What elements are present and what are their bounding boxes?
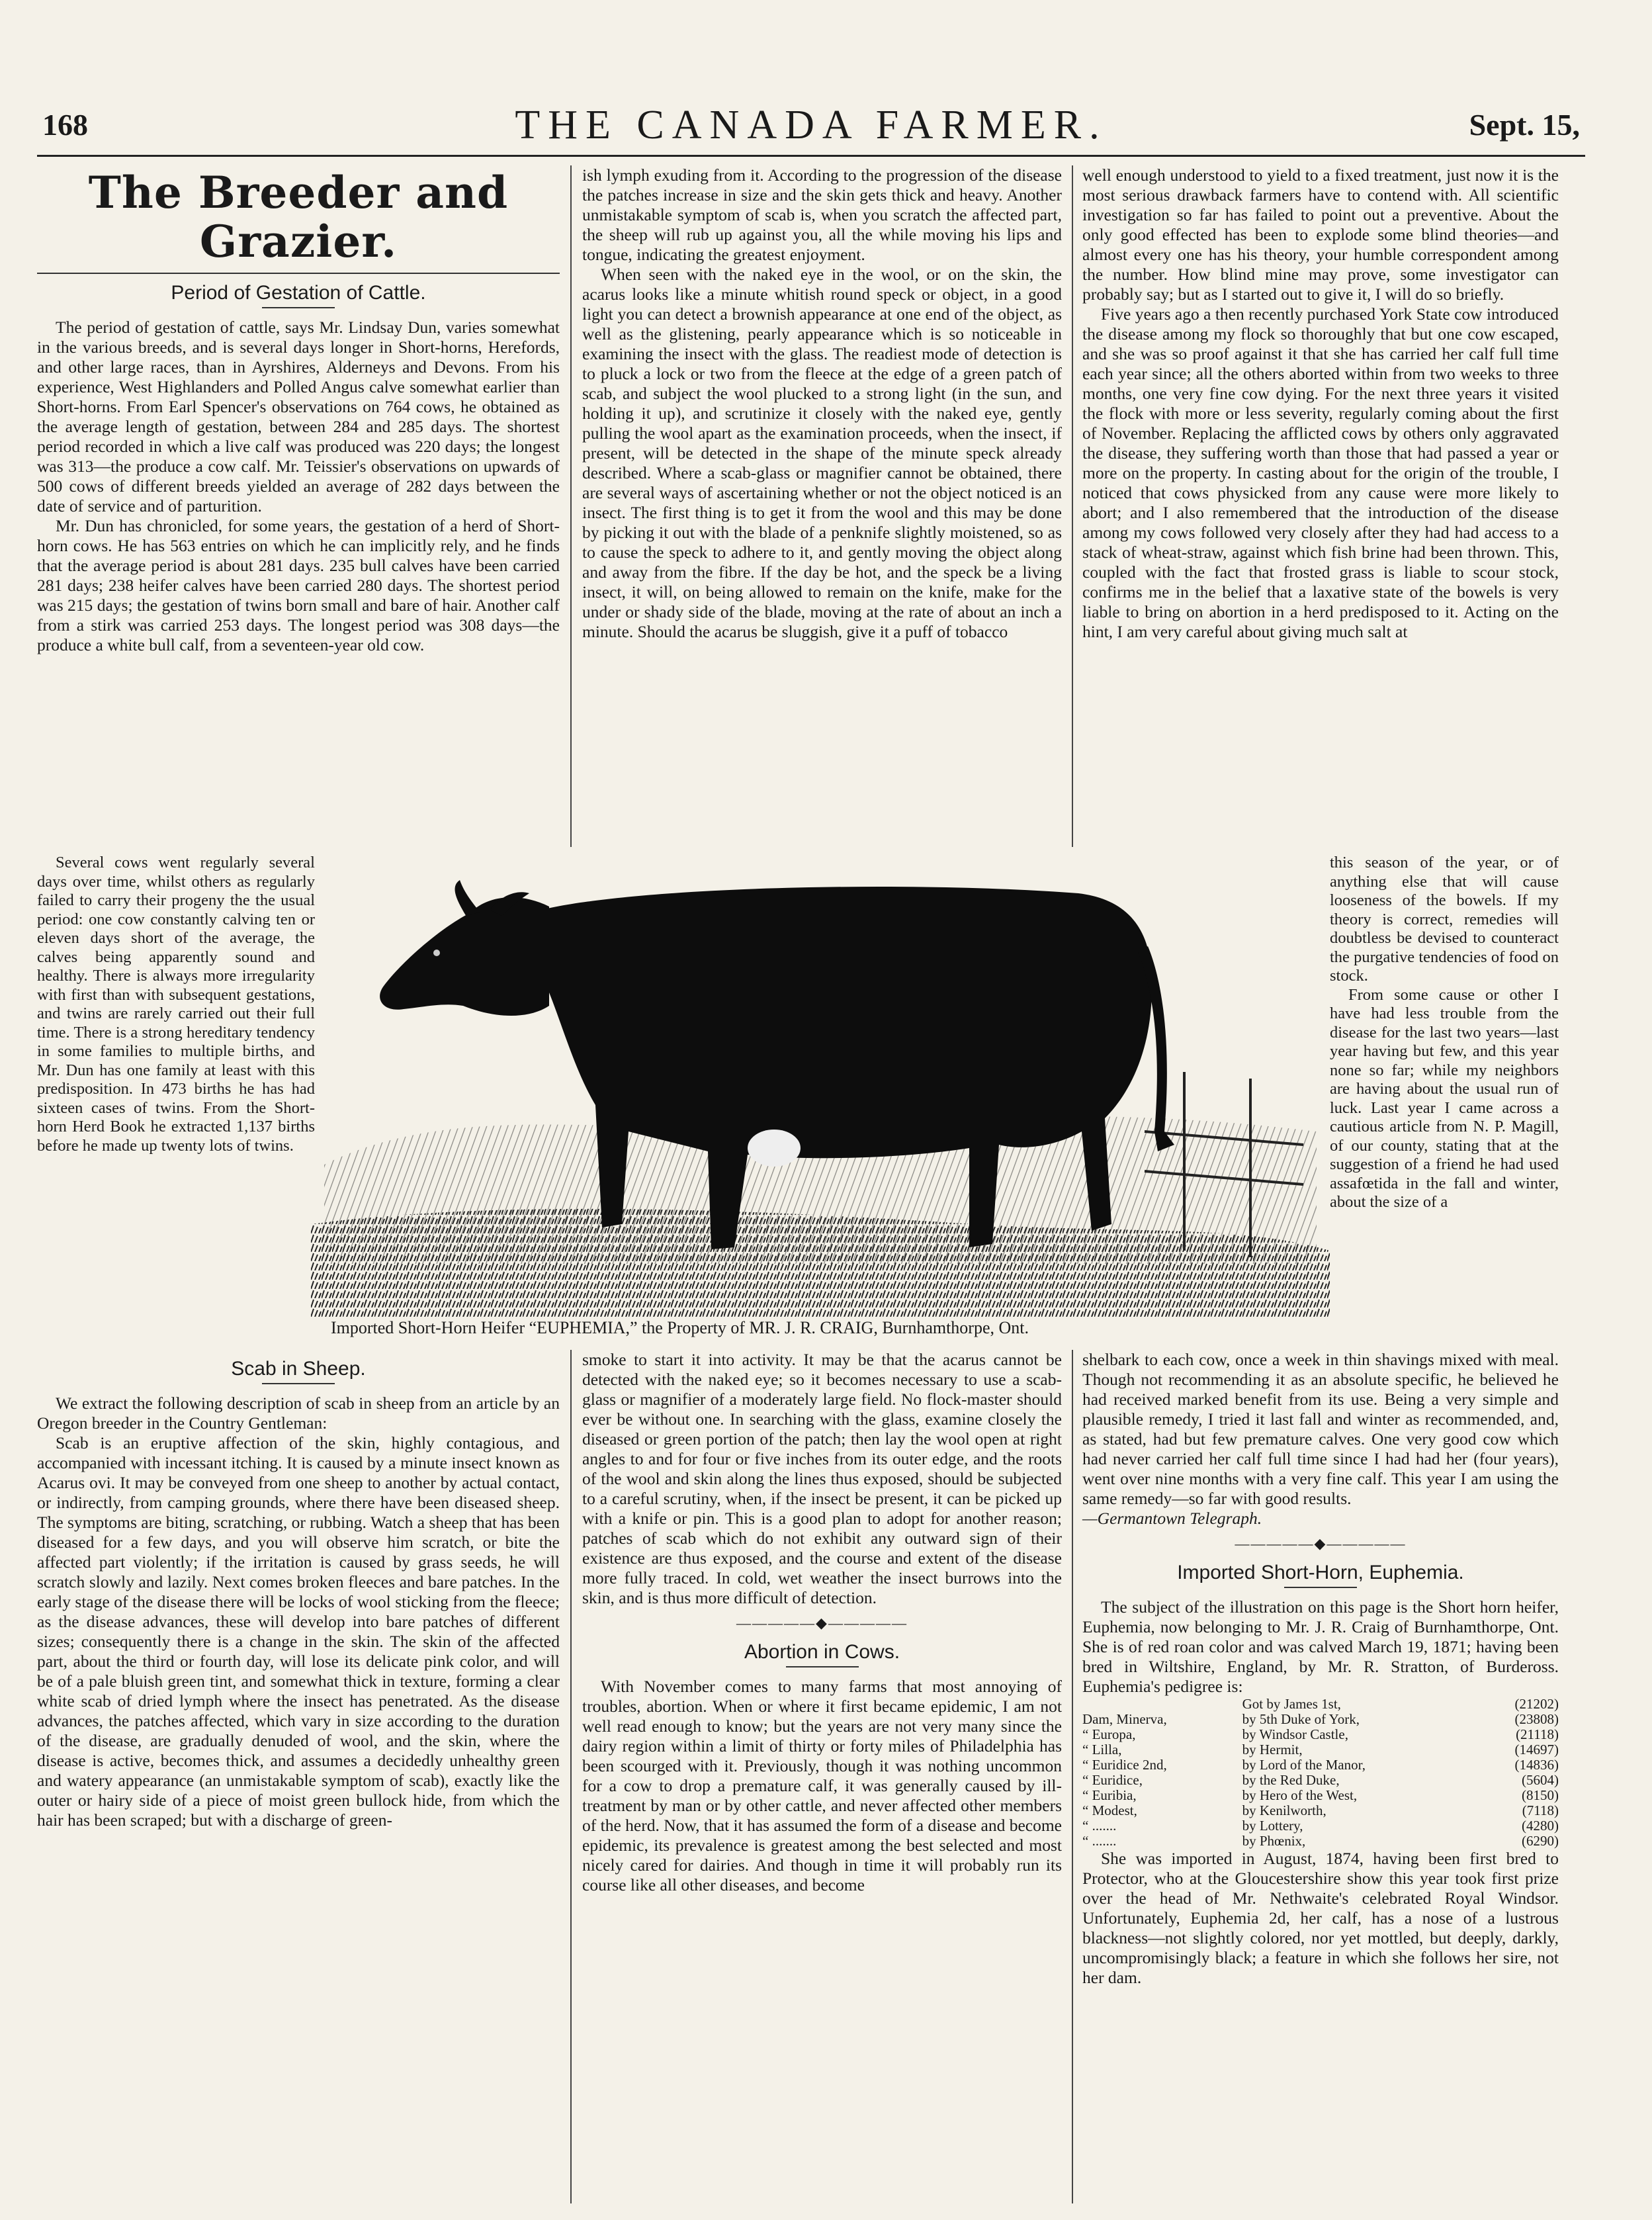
euphemia-outro: She was imported in August, 1874, having been first bred to Protector, who at the Gloucestershire show this year took first prize over the head of Mr. Nethwaite's celebrated Royal Windsor. Unfortunately, Euphemia 2d, her calf, has a nose of a lustrous blackness—not slightly colored, nor yet mottled, but deeply, darkly, uncompromisingly black; a feature in which she follows her sire, not her dam. xyxy=(1082,1849,1559,1987)
pedigree-row xyxy=(1082,1818,1559,1834)
pedigree-num: (8150) xyxy=(1522,1787,1559,1803)
heading-rule xyxy=(262,1383,335,1384)
pedigree-dam: Dam, Minerva, xyxy=(1082,1711,1167,1727)
column-1-narrow xyxy=(37,854,315,1155)
section-rule xyxy=(37,273,560,274)
pedigree-sire: Got by James 1st, xyxy=(1242,1696,1341,1712)
pedigree-num: (21202) xyxy=(1514,1696,1559,1712)
scab-paragraph: ish lymph exuding from it. According to the progression of the disease the patches increase in size and the skin gets thick and heavy. Another unmistakable symptom of scab is, when you scratch the affected part, the sheep will rub up against you, all the while moving his lips and tongue, indicating the greatest enjoyment. xyxy=(582,165,1062,264)
euphemia-heading: Imported Short-Horn, Euphemia. xyxy=(1177,1562,1464,1583)
gestation-heading: Period of Gestation of Cattle. xyxy=(171,282,426,304)
scab-paragraph: When seen with the naked eye in the wool, or on the skin, the acarus looks like a minute whitish round speck or object, in a good light you can detect a brownish appearance at one end of the object, as well as the glistening, pearly appearance which is so noticeable in examining the insect with the glass. The readiest mode of detection is to pluck a lock or two from the fleece at the edge of a green patch of scab, and subject the wool plucked to a strong light (in the sun, and holding it up), and scrutinize it closely with the naked eye, gently pulling the wool apart as the examination proceeds, when the insect, if present, will be detected in the shape of the minute speck already described. Where a scab-glass or magnifier cannot be obtained, there are several ways of ascertaining whether or not the object noticed is an insect. The first thing is to get it from the wool and this may be done by picking it out with the blade of a penknife slightly moistened, so as to cause the speck to adhere to it, and gently moving the object along and away from the fibre. If the day be hot, and the speck be a living insect, it will, on being allowed to remain on the knife, make for the under or shady side of the blade, moving at the rate of about an inch a minute. Should the acarus be sluggish, give it a puff of tobacco xyxy=(582,265,1062,641)
pedigree-num: (21118) xyxy=(1516,1726,1559,1742)
pedigree-row xyxy=(1082,1742,1559,1757)
pedigree-num: (7118) xyxy=(1522,1802,1559,1818)
pedigree-sire: by the Red Duke, xyxy=(1242,1772,1340,1788)
udder-patch xyxy=(748,1130,801,1167)
scab-paragraph: smoke to start it into activity. It may be that the acarus cannot be detected with the naked eye; so it becomes necessary to use a scab-glass or magnifier of a moderately large field. No flock-master should ever be without one. In searching with the glass, examine closely the diseased or green portion of the patch; then lay the wool open at right angles to and for four or five inches from its outer edge, and the roots of the wool and skin along the lines thus exposed, should be subjected to a careful scrutiny, when, if the insect be present, it can be picked up with a knife or pin. This is a good plan to adopt for another reason; patches of scab which do not exhibit any outward sign of their existence are thus exposed, and the course and extent of the disease more fully traced. In cold, wet weather the insect burrows into the skin, and is thus more difficult of detection. xyxy=(582,1350,1062,1607)
column-3-narrow xyxy=(1330,854,1559,1212)
pedigree-row xyxy=(1082,1697,1559,1712)
pedigree-row xyxy=(1082,1834,1559,1849)
pedigree-row xyxy=(1082,1757,1559,1773)
heading-rule xyxy=(1284,1587,1357,1588)
illustration-caption: Imported Short-Horn Heifer “EUPHEMIA,” the Property of MR. J. R. CRAIG, Burnhamthorpe, Ont. xyxy=(331,1318,1029,1337)
column-2-bottom xyxy=(582,1350,1062,1895)
newspaper-title: THE CANADA FARMER. xyxy=(515,103,1108,148)
scab-heading: Scab in Sheep. xyxy=(231,1358,366,1380)
column-2-top xyxy=(582,165,1062,642)
pedigree-sire: by 5th Duke of York, xyxy=(1242,1711,1360,1727)
page-number: 168 xyxy=(42,108,88,142)
pedigree-sire: by Lord of the Manor, xyxy=(1242,1757,1366,1773)
pedigree-row xyxy=(1082,1712,1559,1727)
column-1 xyxy=(37,165,560,655)
scab-paragraph: Scab is an eruptive affection of the skin, highly contagious, and accompanied with incessant itching. It is caused by a minute insect known as Acarus ovi. It may be conveyed from one sheep to another by actual contact, or indirectly, from camping grounds, where there have been diseased sheep. The symptoms are biting, scratching, or rubbing. Watch a sheep that has been diseased for a few days, and you will observe him scratch, or bite the affected part violently; if the irritation is caused by grass seeds, he will scratch slowly and lazily. Next comes broken fleeces and bare patches. In the early stage of the disease there will be locks of wool sticking from the fleece; as the disease advances, these will develop into bare patches of different sizes; consequently there is a change in the skin. The skin of the affected part, about the third or fourth day, will lose its delicate pink color, and will be of a pale bluish green tint, and somewhat thick in texture, forming a clear white scab of dried lymph where the insect has penetrated. As the disease advances, the patches affected, which vary in size according to the duration of the disease, are gradually denuded of wool, and the skin, where the disease is active, becomes thick, and assumes a decidedly unhealthy green and watery appearance (an unmistakable symptom of scab), exactly like the outer or hairy side of a piece of moist green bullock hide, from which the hair has been scraped; but with a discharge of green- xyxy=(37,1433,560,1830)
pedigree-dam: “ Euridice, xyxy=(1082,1772,1143,1788)
column-3-top xyxy=(1082,165,1559,642)
pedigree-dam: “ Euribia, xyxy=(1082,1787,1137,1803)
ornament-divider: ―――――◆――――― xyxy=(736,1615,908,1631)
abortion-paragraph: Five years ago a then recently purchased York State cow introduced the disease among my flock so thoroughly that but one cow escaped, and she was so proof against it that she has carried her calf full time each year since; all the others aborted within from two weeks to three months, one very fine cow dying. For the next three years it visited the flock with more or less severity, regularly coming about the first of November. Replacing the afflicted cows by others only aggravated the disease, they suffering worth than those that had passed a year or more on the property. In casting about for the origin of the trouble, I noticed that cows physicked from any cause were more likely to abort; and I also remembered that the introduction of the disease among my cows followed very closely after they had had access to a stack of wheat-straw, against which fish brine had been thrown. This, coupled with the fact that frosted grass is liable to scour stock, confirms me in the belief that a laxative state of the bowels is very liable to bring on abortion in a herd predisposed to it. Acting on the hint, I am very careful about giving much salt at xyxy=(1082,304,1559,641)
pedigree-num: (23808) xyxy=(1514,1711,1559,1727)
pedigree-num: (4280) xyxy=(1522,1818,1559,1834)
pedigree-sire: by Hero of the West, xyxy=(1242,1787,1358,1803)
pedigree-sire: by Phœnix, xyxy=(1242,1833,1306,1849)
pedigree-dam: “ Lilla, xyxy=(1082,1742,1122,1757)
section-title: The Breeder and Grazier. xyxy=(88,167,509,267)
pedigree-row xyxy=(1082,1803,1559,1818)
column-rule-2 xyxy=(1072,165,1073,847)
pedigree-sire: by Hermit, xyxy=(1242,1742,1303,1757)
column-rule-4 xyxy=(1072,1350,1073,2203)
pedigree-dam: “ Modest, xyxy=(1082,1802,1137,1818)
pedigree-row xyxy=(1082,1773,1559,1788)
pedigree-dam: “ ....... xyxy=(1082,1818,1117,1834)
ornament-divider: ―――――◆――――― xyxy=(1235,1535,1407,1552)
gestation-paragraph: The period of gestation of cattle, says Mr. Lindsay Dun, varies somewhat in the various breeds, and is several days longer in Short-horns, Herefords, and other large races, than in Ayrshires, Alderneys and Devons. From his experience, West Highlanders and Polled Angus calve somewhat earlier than Short-horns. From Earl Spencer's observations on 764 cows, he obtained as the average length of gestation, between 284 and 285 days. The shortest period recorded in which a live calf was produced was 220 days; the longest was 313—the produce a cow calf. Mr. Teissier's observations on upwards of 500 cows of different breeds yielded an average of 282 days between the date of service and of parturition. xyxy=(37,318,560,515)
column-rule-1 xyxy=(570,165,572,847)
euphemia-intro: The subject of the illustration on this page is the Short horn heifer, Euphemia, now belonging to Mr. J. R. Craig of Burnhamthorpe, Ont. She is of red roan color and was calved March 19, 1871; having been bred in Wiltshire, England, by Mr. R. Stratton, of Burdeross. Euphemia's pedigree is: xyxy=(1082,1597,1559,1696)
pedigree-num: (14836) xyxy=(1514,1757,1559,1773)
issue-date: Sept. 15, xyxy=(1469,108,1580,142)
pedigree-dam xyxy=(1082,1697,1242,1712)
pedigree-dam: “ Euridice 2nd, xyxy=(1082,1757,1167,1773)
gestation-paragraph: Several cows went regularly several days over time, whilst others as regularly failed to carry their progeny the the usual period: one cow constantly calving ten or eleven days short of the average, the calves being apparently sound and healthy. There is always more irregularity with first than with subsequent gestations, and twins are rarely carried out their full time. There is a strong hereditary tendency in some families to multiple births, and Mr. Dun has one family at least with this predisposition. In 473 births he has had sixteen cases of twins. From the Short-horn Herd Book he extracted 1,137 births before he made up twenty lots of twins. xyxy=(37,854,315,1155)
heifer-engraving xyxy=(311,854,1330,1317)
pedigree-sire: by Lottery, xyxy=(1242,1818,1303,1834)
pedigree-sire: by Windsor Castle, xyxy=(1242,1726,1348,1742)
heading-rule xyxy=(262,307,335,308)
pedigree-row xyxy=(1082,1727,1559,1742)
abortion-heading: Abortion in Cows. xyxy=(744,1641,900,1663)
abortion-paragraph: With November comes to many farms that most annoying of troubles, abortion. When or where it first became epidemic, I am not well read enough to know; but the years are not very many since the dairy region within a limit of thirty or forty miles of Philadelphia has been scourged with it. Previously, though it was nothing uncommon for a cow to drop a premature calf, it was generally caused by ill-treatment by man or by other cattle, and never affected other members of the herd. Now, that it has assumed the form of a disease and become epidemic, its prevalence is greatest among the best selected and most nicely cared for dairies. And though in time it will probably run its course like all other diseases, and become xyxy=(582,1677,1062,1894)
abortion-paragraph: shelbark to each cow, once a week in thin shavings mixed with meal. Though not recommending it as an absolute specific, he believed he had received marked benefit from its use. Being a very simple and plausible remedy, I tried it last fall and winter as recommended, and, as stated, had but few premature calves. One very good cow which had never carried her calf full time since I had had her (four years), went over nine months with a very fine calf. This year I am using the same remedy—so far with good results. xyxy=(1082,1350,1559,1508)
pedigree-num: (14697) xyxy=(1514,1742,1559,1757)
abortion-paragraph: well enough understood to yield to a fixed treatment, just now it is the most serious drawback farmers have to contend with. All scientific investigation so far has failed to point out a preventive. About the only good effected has been to explode some blind theories—and almost every one has his theory, your humble correspondent among the number. How blind mine may prove, some investigator can probably say; but as I started out to give it, I will do so briefly. xyxy=(1082,165,1559,304)
pedigree-dam: “ Europa, xyxy=(1082,1726,1136,1742)
pedigree-dam: “ ....... xyxy=(1082,1833,1117,1849)
article-source: —Germantown Telegraph. xyxy=(1082,1509,1262,1528)
pedigree-table xyxy=(1082,1697,1559,1849)
pedigree-num: (6290) xyxy=(1522,1833,1559,1849)
pedigree-sire: by Kenilworth, xyxy=(1242,1802,1326,1818)
pedigree-num: (5604) xyxy=(1522,1772,1559,1788)
abortion-paragraph: this season of the year, or of anything else that will cause looseness of the bowels. If my theory is correct, remedies will doubtless be devised to counteract the purgative tendencies of food on stock. xyxy=(1330,854,1559,985)
column-1-bottom xyxy=(37,1350,560,1830)
scab-paragraph: We extract the following description of scab in sheep from an article by an Oregon breeder in the Country Gentleman: xyxy=(37,1394,560,1433)
column-3-bottom xyxy=(1082,1350,1559,1988)
pedigree-row xyxy=(1082,1788,1559,1803)
abortion-paragraph: From some cause or other I have had less trouble from the disease for the last two years—last year having but few, and this year none so far; while my neighbors are having about the usual run of luck. Last year I came across a cautious article from N. P. Magill, of our county, stating that at the suggestion of a friend he had used assafœtida in the fall and winter, about the size of a xyxy=(1330,985,1559,1211)
column-rule-3 xyxy=(570,1350,572,2203)
gestation-paragraph: Mr. Dun has chronicled, for some years, the gestation of a herd of Short-horn cows. He has 563 entries on which he can implicitly rely, and he finds that the average period is about 281 days. 235 bull calves have been carried 281 days; 238 heifer calves have been carried 280 days. The shortest period was 215 days; the gestation of twins born small and bare of hair. Another calf from a stirk was carried 253 days. The longest period was 308 days—the produce a white bull calf, from a seventeen-year old cow. xyxy=(37,516,560,654)
heading-rule xyxy=(786,1666,859,1667)
masthead xyxy=(37,99,1585,157)
